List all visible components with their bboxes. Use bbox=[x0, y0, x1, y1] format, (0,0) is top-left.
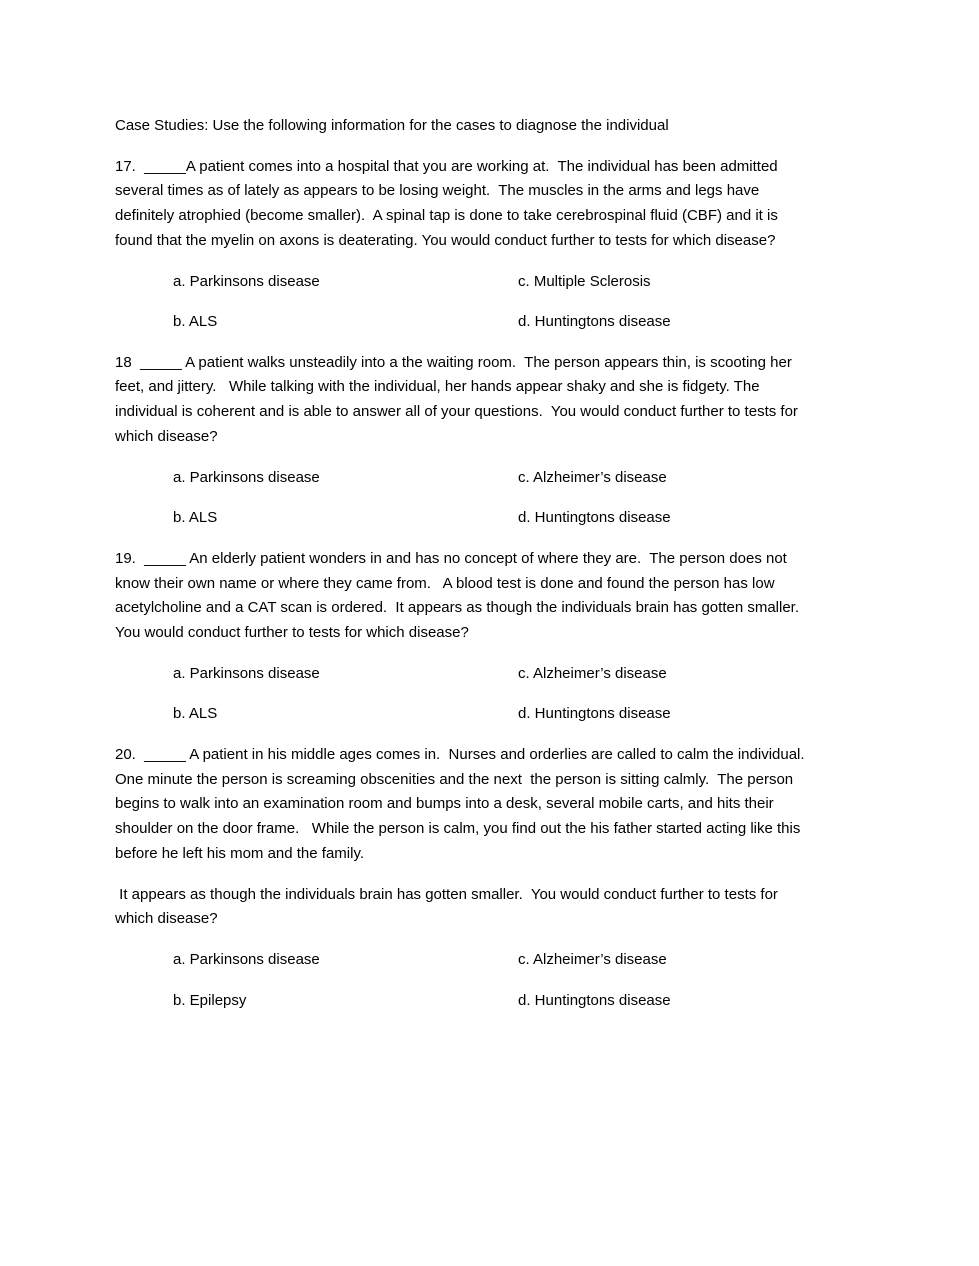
question-20-option-a: a. Parkinsons disease bbox=[173, 951, 320, 968]
question-20-text-line: before he left his mom and the family. bbox=[115, 845, 365, 862]
question-18-text-line: which disease? bbox=[115, 428, 218, 445]
question-18-text-line: individual is coherent and is able to answer all of your questions. You would conduct further to tests for bbox=[115, 403, 798, 420]
question-19-text-line: You would conduct further to tests for which disease? bbox=[115, 624, 469, 641]
question-18-option-d: d. Huntingtons disease bbox=[518, 509, 671, 526]
question-19-option-b: b. ALS bbox=[173, 705, 218, 722]
question-20-option-b: b. Epilepsy bbox=[173, 992, 247, 1009]
question-20-option-d: d. Huntingtons disease bbox=[518, 992, 671, 1009]
question-20-text-line: One minute the person is screaming obscenities and the next the person is sitting calmly. The person bbox=[115, 771, 794, 788]
question-18-option-b: b. ALS bbox=[173, 509, 218, 526]
question-17-option-d: d. Huntingtons disease bbox=[518, 313, 671, 330]
question-18-text-line: 18 _____ A patient walks unsteadily into a the waiting room. The person appears thin, is scooting her bbox=[115, 354, 792, 371]
question-18-option-a: a. Parkinsons disease bbox=[173, 469, 320, 486]
question-18-text-line: feet, and jittery. While talking with the individual, her hands appear shaky and she is fidgety. The bbox=[115, 378, 760, 395]
question-19-text-line: know their own name or where they came from. A blood test is done and found the person has low bbox=[115, 575, 775, 592]
question-20-text-line: shoulder on the door frame. While the person is calm, you find out the his father started acting like this bbox=[115, 820, 801, 837]
question-17-option-c: c. Multiple Sclerosis bbox=[518, 273, 651, 290]
heading: Case Studies: Use the following information for the cases to diagnose the individual bbox=[115, 117, 669, 134]
question-17-text-line: several times as of lately as appears to be losing weight. The muscles in the arms and legs have bbox=[115, 182, 760, 199]
question-19-option-c: c. Alzheimer’s disease bbox=[518, 665, 667, 682]
question-17-option-a: a. Parkinsons disease bbox=[173, 273, 320, 290]
question-17-text-line: definitely atrophied (become smaller). A spinal tap is done to take cerebrospinal fluid (CBF) and it is bbox=[115, 207, 778, 224]
question-20-text-line: 20. _____ A patient in his middle ages comes in. Nurses and orderlies are called to calm the individual. bbox=[115, 746, 805, 763]
question-20-text-line: It appears as though the individuals brain has gotten smaller. You would conduct further to tests for bbox=[115, 886, 778, 903]
question-19-option-d: d. Huntingtons disease bbox=[518, 705, 671, 722]
question-20-text-line: which disease? bbox=[115, 910, 218, 927]
question-17-option-b: b. ALS bbox=[173, 313, 218, 330]
question-18-option-c: c. Alzheimer’s disease bbox=[518, 469, 667, 486]
question-17-text-line: found that the myelin on axons is deaterating. You would conduct further to tests for which disease? bbox=[115, 232, 776, 249]
question-20-option-c: c. Alzheimer’s disease bbox=[518, 951, 667, 968]
question-19-option-a: a. Parkinsons disease bbox=[173, 665, 320, 682]
question-19-text-line: 19. _____ An elderly patient wonders in and has no concept of where they are. The person does not bbox=[115, 550, 787, 567]
question-17-text-line: 17. _____A patient comes into a hospital that you are working at. The individual has been admitted bbox=[115, 158, 778, 175]
question-19-text-line: acetylcholine and a CAT scan is ordered. It appears as though the individuals brain has gotten smaller. bbox=[115, 599, 800, 616]
question-20-text-line: begins to walk into an examination room and bumps into a desk, several mobile carts, and hits their bbox=[115, 795, 774, 812]
